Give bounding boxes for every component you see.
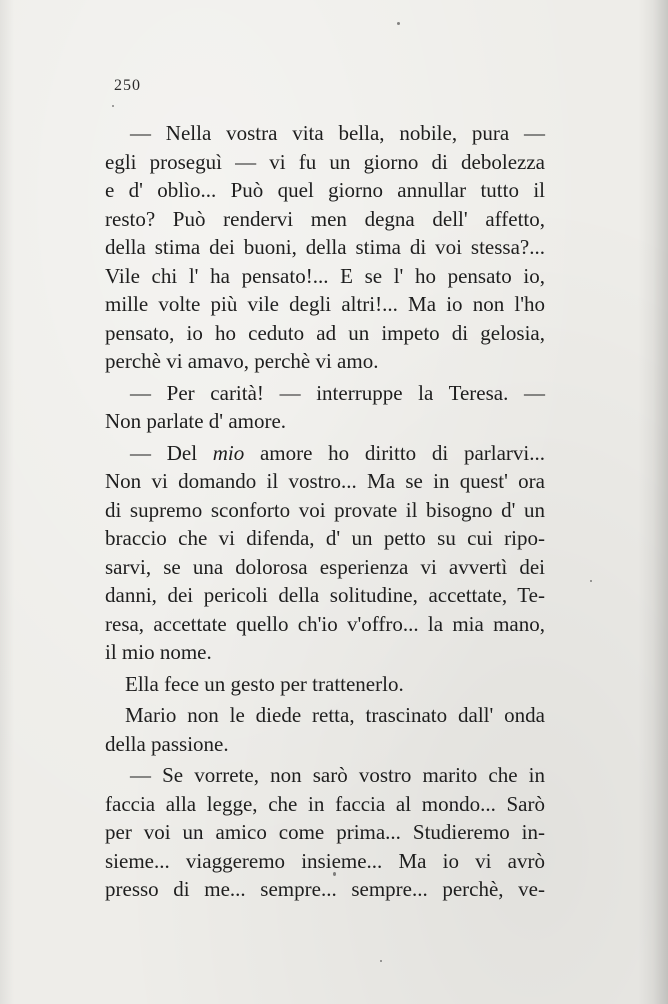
text-line: Non parlate d' amore. (105, 409, 287, 433)
text-line: presso di me... sempre... sempre... perchè, ve- (105, 877, 545, 901)
page-number: 250 (114, 77, 141, 94)
text-line: sieme... viaggeremo insieme... Ma io vi avrò (105, 848, 545, 873)
text-line: braccio che vi difenda, d' un petto su cui ripo- (105, 526, 545, 550)
text-line: perchè vi amavo, perchè vi amo. (105, 349, 379, 373)
text-line: — Per carità! — interruppe la Teresa. — (130, 380, 545, 405)
page-right-shadow (638, 0, 668, 1004)
emphasized-word: mio (212, 440, 245, 465)
text-line: danni, dei pericoli della solitudine, accettate, Te- (105, 583, 545, 607)
text-line: e d' oblìo... Può quel giorno annullar tutto il (105, 178, 545, 202)
text-line: faccia alla legge, che in faccia al mondo... Sarò (105, 791, 545, 816)
text-line: il mio nome. (105, 640, 212, 664)
text-line: egli proseguì — vi fu un giorno di debolezza (105, 149, 545, 174)
page-left-shadow (0, 0, 14, 1004)
text-line: per voi un amico come prima... Studieremo in- (105, 820, 545, 844)
dialogue-dash: — Del (130, 440, 213, 465)
text-line: — Se vorrete, non sarò vostro marito che in (130, 763, 545, 787)
text-line: Ella fece un gesto per trattenerlo. (125, 671, 404, 696)
text-line: pensato, io ho ceduto ad un impeto di gelosia, (105, 320, 545, 345)
print-speck (590, 580, 592, 582)
line-remainder: amore ho diritto di parlarvi... (244, 440, 545, 465)
text-line: Mario non le diede retta, trascinato dall' onda (125, 703, 545, 727)
text-line: della stima dei buoni, della stima di voi stessa?... (105, 235, 545, 259)
text-line: Vile chi l' ha pensato!... E se l' ho pensato io, (105, 263, 545, 288)
text-line: — Nella vostra vita bella, nobile, pura — (130, 121, 545, 145)
body-text (105, 119, 545, 904)
text-line: sarvi, se una dolorosa esperienza vi avvertì dei (105, 554, 545, 579)
text-line-emphasis (105, 439, 545, 468)
text-line: di supremo sconforto voi provate il bisogno d' un (105, 497, 545, 522)
text-line: resa, accettate quello ch'io v'offro... la mia mano, (105, 611, 545, 636)
print-speck (380, 960, 382, 962)
text-line: Non vi domando il vostro... Ma se in quest' ora (105, 469, 545, 493)
text-line: mille volte più vile degli altri!... Ma io non l'ho (105, 292, 545, 316)
text-line: resto? Può rendervi men degna dell' affetto, (105, 206, 545, 231)
text-line: della passione. (105, 731, 229, 756)
print-speck (112, 105, 114, 107)
print-speck (397, 22, 400, 25)
print-speck (333, 872, 336, 876)
